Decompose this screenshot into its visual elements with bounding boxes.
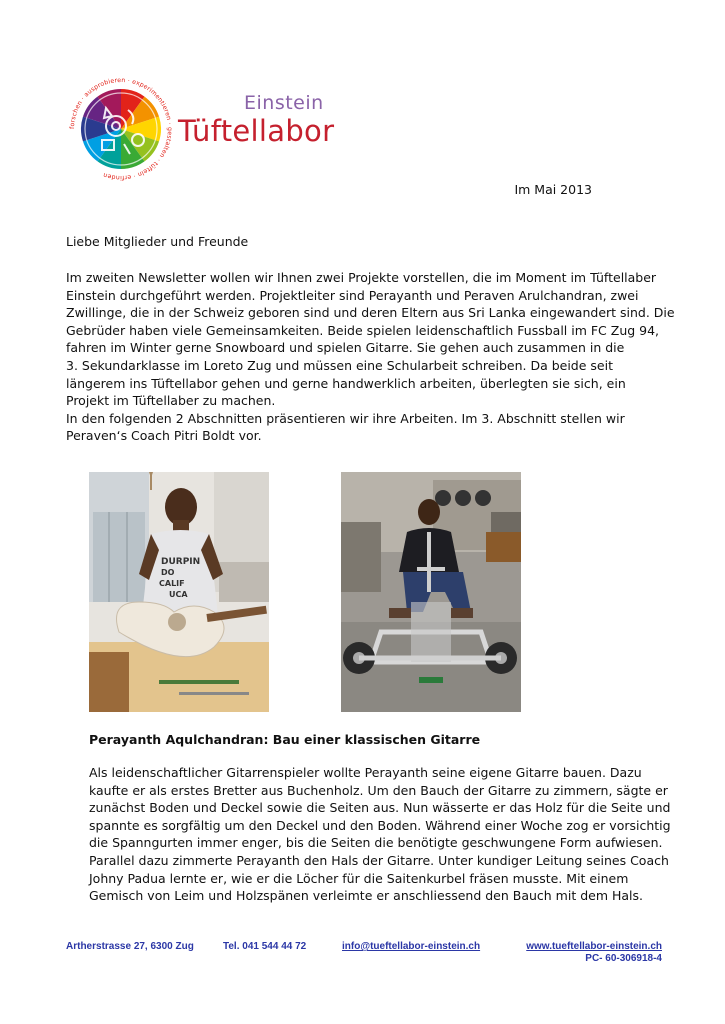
- footer-website-link[interactable]: www.tueftellabor-einstein.ch: [526, 941, 662, 952]
- intro-line: Zwillinge, die in der Schweiz geboren sind und deren Eltern aus Sri Lanka eingewandert sind. Die: [66, 305, 675, 321]
- section-line: zunächst Boden und Deckel sowie die Seiten aus. Nun wässerte er das Holz für die Seite und: [89, 800, 671, 816]
- shirt-text: DURPIN: [161, 557, 201, 567]
- footer-email-link[interactable]: info@tueftellabor-einstein.ch: [342, 941, 481, 952]
- section-title: Perayanth Aqulchandran: Bau einer klassischen Gitarre: [89, 732, 481, 747]
- letter-date: Im Mai 2013: [514, 182, 592, 197]
- photo-guitar-illustration: [89, 472, 269, 712]
- logo-name-text: Tüftellabor: [178, 114, 335, 148]
- intro-line: Im zweiten Newsletter wollen wir Ihnen zwei Projekte vorstellen, die im Moment im Tüftellaber: [66, 270, 657, 285]
- footer-address: Artherstrasse 27, 6300 Zug: [66, 941, 194, 952]
- shirt-text: CALIF: [159, 579, 185, 588]
- intro-line: Einstein durchgeführt werden. Projektleiter sind Perayanth und Peraven Arulchandran, zwei: [66, 287, 639, 303]
- section-line: Parallel dazu zimmerte Perayanth den Hals der Gitarre. Unter kundiger Leitung seines Coach: [89, 852, 669, 868]
- logo-einstein-text: Einstein: [244, 92, 324, 114]
- section-line: kaufte er als erstes Bretter aus Buchenholz. Um den Bauch der Gitarre zu zimmern, sägte er: [89, 782, 668, 798]
- color-wheel-logo-icon: [66, 74, 176, 184]
- intro-line: Projekt im Tüftellaber zu machen.: [66, 393, 276, 409]
- section-line: spannte es sorgfältig um den Deckel und den Boden. Während einer Woche zog er vorsichtig: [89, 817, 671, 833]
- intro-line: längerem ins Tüftellabor gehen und gerne handwerklich arbeiten, überlegten sie sich, ein: [66, 375, 626, 391]
- shirt-text: UCA: [169, 590, 188, 599]
- intro-line: 3. Sekundarklasse im Loreto Zug und müssen eine Schularbeit schreiben. Da beide seit: [66, 357, 613, 373]
- intro-line: fahren im Winter gerne Snowboard und spielen Gitarre. Sie gehen auch zusammen in die: [66, 340, 625, 356]
- photo-guitar-building: [89, 472, 269, 712]
- photo-gokart-illustration: [341, 472, 521, 712]
- section-line: Johny Padua lernte er, wie er die Löcher für die Saitenkurbel fräsen musste. Mit einem: [89, 870, 629, 886]
- footer-postal-account: PC- 60-306918-4: [585, 953, 662, 964]
- logo-ring-text: forschen · ausprobieren · experimentieren · gestalten · tüfteln · erfinden: [68, 76, 174, 182]
- logo: [66, 74, 336, 186]
- section-line: Gemisch von Leim und Holzspänen verleimte er anschliessend den Bauch mit dem Hals.: [89, 888, 643, 904]
- letter-greeting: Liebe Mitglieder und Freunde: [66, 234, 249, 249]
- intro-paragraph: [66, 269, 675, 445]
- shirt-text: DO: [161, 568, 175, 577]
- section-paragraph: [89, 764, 689, 905]
- intro-line: In den folgenden 2 Abschnitten präsentieren wir ihre Arbeiten. Im 3. Abschnitt stellen wir: [66, 410, 625, 426]
- intro-line: Peraven‘s Coach Pitri Boldt vor.: [66, 428, 262, 444]
- footer-phone: Tel. 041 544 44 72: [223, 941, 307, 952]
- section-line: Als leidenschaftlicher Gitarrenspieler wollte Perayanth seine eigene Gitarre bauen. Dazu: [89, 765, 642, 780]
- photo-gokart: [341, 472, 521, 712]
- intro-line: Gebrüder haben viele Gemeinsamkeiten. Beide spielen leidenschaftlich Fussball im FC Zug 94,: [66, 322, 660, 338]
- section-line: die Spanngurten immer enger, bis die Seiten die benötigte geschwungene Form aufwiesen.: [89, 835, 663, 851]
